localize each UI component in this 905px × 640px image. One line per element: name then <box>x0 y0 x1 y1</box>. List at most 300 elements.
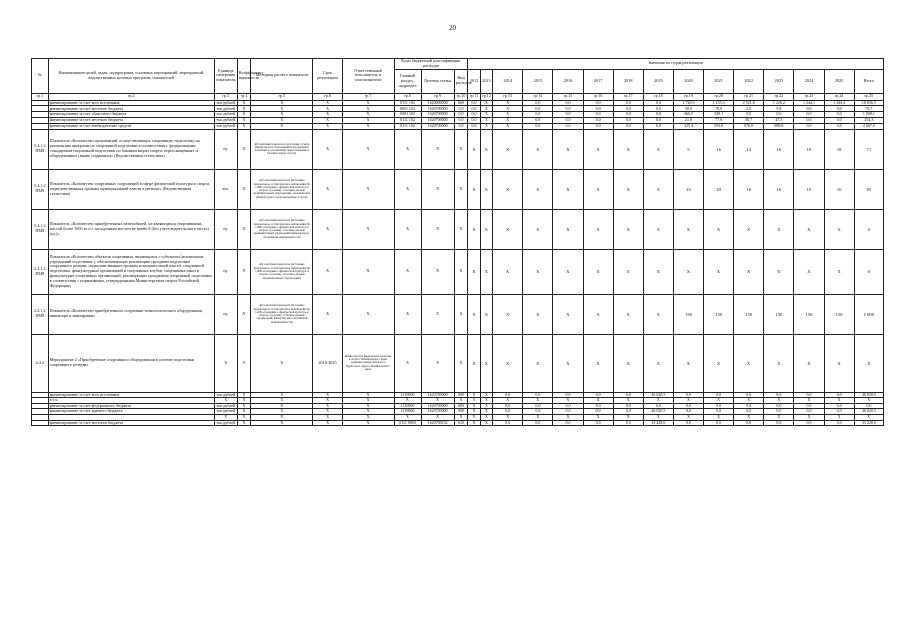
financing-value: 0,0 <box>583 392 613 398</box>
financing-value: Х <box>493 106 523 112</box>
indicator-value: 16 <box>704 129 734 169</box>
financing-method: Х <box>251 403 313 409</box>
indicator-cs: Х <box>421 294 454 334</box>
financing-value: 0,0 <box>493 392 523 398</box>
financing-value: 0,0 <box>794 403 824 409</box>
financing-value: 0,0 <box>794 118 824 124</box>
financing-value: 0,0 <box>794 392 824 398</box>
financing-name: финансирование за счет краевого бюджета <box>48 409 214 415</box>
financing-name: финансирование за счет областного бюджета <box>48 112 214 118</box>
indicator-unit: чел. <box>214 169 237 209</box>
financing-value: 2 067,0 <box>854 123 883 129</box>
measure-value: Х <box>583 334 613 392</box>
header-year: 2025 <box>824 69 854 93</box>
indicator-value: Х <box>480 249 492 294</box>
indicator-name: Показатель «Количество приобретенного спортивно-технологического оборудования, инвентаря и экипировки» <box>48 294 214 334</box>
indicator-cs: Х <box>421 169 454 209</box>
financing-cs: 1620700000 <box>421 118 454 124</box>
indicator-value: 0 <box>854 209 883 249</box>
measure-name: Мероприятие 2 «Приобретение спортивного оборудования в системе подготовки спортивного резерва» <box>48 334 214 392</box>
financing-term: Х <box>313 123 342 129</box>
financing-term: Х <box>313 420 342 426</box>
financing-value: Х <box>480 118 492 124</box>
financing-value: 0,0 <box>824 106 854 112</box>
indicator-value: Х <box>704 209 734 249</box>
indicator-value: Х <box>468 249 480 294</box>
indicator-resp: Х <box>342 249 394 294</box>
indicator-cs: Х <box>421 209 454 249</box>
header-year: 2023 <box>764 69 794 93</box>
financing-vr: 610 <box>454 420 468 426</box>
financing-value: 30,0 <box>673 106 703 112</box>
financing-vr: 0,0 <box>454 118 468 124</box>
financing-value: 0,0 <box>794 123 824 129</box>
financing-value: Х <box>480 415 492 421</box>
financing-value: 0,0 <box>764 420 794 426</box>
indicator-value: Х <box>613 169 643 209</box>
header-term: Срок реализации <box>313 59 342 94</box>
indicator-value: Х <box>553 169 583 209</box>
financing-value: 1 244,4 <box>824 100 854 106</box>
financing-value: 0,0 <box>704 392 734 398</box>
indicator-num: 2.4.1.2 ПМ8 <box>32 209 49 249</box>
financing-term: Х <box>313 403 342 409</box>
financing-value: 0,0 <box>643 112 673 118</box>
measure-value: Х <box>824 334 854 392</box>
financing-value: 0,0 <box>673 392 703 398</box>
financing-gr: Х <box>394 415 421 421</box>
measure-num: 2.4.2 <box>32 334 49 392</box>
financing-value: 2,0 <box>734 106 764 112</box>
financing-unit: тыс.рублей <box>216 122 236 128</box>
indicator-resp: Х <box>342 169 394 209</box>
financing-unit: тыс.рублей <box>216 117 236 123</box>
financing-resp: Х <box>342 392 394 398</box>
column-number: гр.9 <box>421 93 454 100</box>
indicator-value: Х <box>734 249 764 294</box>
financing-term: Х <box>313 392 342 398</box>
header-vr: Вид расходов <box>454 69 468 93</box>
financing-value: 0,0 <box>613 123 643 129</box>
indicator-value: Х <box>643 249 673 294</box>
indicator-value: 71 <box>854 129 883 169</box>
financing-unit: тыс.рублей <box>216 402 236 408</box>
financing-row <box>32 420 884 426</box>
financing-value: 77,6 <box>704 118 734 124</box>
financing-value: 0,0 <box>553 392 583 398</box>
indicator-value: 25 <box>673 169 703 209</box>
indicator-vr: Х <box>454 129 468 169</box>
indicator-method: Абсолютный показатель (источник: федеральное статистическое наблюдение № 1-ФК «Сведения о физической культуре и спорте» (годовая), отчетные данные муниципальных учреждений) <box>251 249 313 294</box>
financing-method: Х <box>251 106 313 112</box>
indicator-value: 10 <box>824 169 854 209</box>
financing-value: 0,0 <box>493 420 523 426</box>
indicator-name: Показатель «Количество спортивных сооружений в сфере физической культуры и спорта, подведомственных органам муниципальной власти в регионе» (Ведомственная статистика) <box>48 169 214 209</box>
indicator-value: Х <box>468 169 480 209</box>
column-number: гр.2 <box>48 93 214 100</box>
indicator-value: Х <box>553 209 583 249</box>
header-year: 2024 <box>794 69 824 93</box>
measure-value: Х <box>764 334 794 392</box>
financing-cs: 1620700000 <box>421 106 454 112</box>
financing-vr: 0,0 <box>454 112 468 118</box>
measure-value: Х <box>734 334 764 392</box>
financing-value: 0,0 <box>583 118 613 124</box>
financing-gr: 0111 102 <box>394 100 421 106</box>
indicator-value: Х <box>523 249 553 294</box>
indicator-value: Х <box>583 169 613 209</box>
financing-resp: Х <box>342 118 394 124</box>
financing-value: Х <box>468 409 480 415</box>
financing-value: 0,0 <box>523 392 553 398</box>
financing-value: 254,3 <box>854 118 883 124</box>
financing-value: Х <box>734 398 764 404</box>
column-number: гр.11 <box>469 93 479 99</box>
financing-coef: Х <box>237 420 251 426</box>
financing-value: Х <box>824 415 854 421</box>
financing-vr: 000 <box>454 392 468 398</box>
financing-value: Х <box>468 415 480 421</box>
financing-value: 0,0 <box>794 409 824 415</box>
financing-value: Х <box>523 415 553 421</box>
financing-value: Х <box>643 398 673 404</box>
indicator-value: 5 <box>673 129 703 169</box>
indicator-value: Х <box>643 129 673 169</box>
financing-value: 0,0 <box>643 106 673 112</box>
financing-gr: 0003 102 <box>394 112 421 118</box>
financing-value: 0,0 <box>583 106 613 112</box>
indicator-vr: Х <box>454 209 468 249</box>
measure-value: Х <box>613 334 643 392</box>
indicator-value: Х <box>764 249 794 294</box>
financing-value: 1 155,3 <box>704 100 734 106</box>
column-number: гр.25 <box>854 93 883 100</box>
financing-value: 0,0 <box>824 409 854 415</box>
indicator-value: Х <box>480 129 492 169</box>
financing-unit: Х <box>214 415 237 421</box>
financing-coef: Х <box>237 392 251 398</box>
indicator-resp: Х <box>342 129 394 169</box>
financing-value: Х <box>480 409 492 415</box>
header-year: 2021 <box>704 69 734 93</box>
financing-value: 47,3 <box>764 118 794 124</box>
indicator-value: Х <box>523 169 553 209</box>
financing-unit: тыс.рублей <box>216 99 236 105</box>
indicator-value: Х <box>493 129 523 169</box>
indicator-value: Х <box>493 249 523 294</box>
financing-value: 0,0 <box>613 106 643 112</box>
financing-value: Х <box>794 415 824 421</box>
indicator-value: Х <box>794 249 824 294</box>
indicator-value: 16 <box>764 169 794 209</box>
indicator-unit: ед. <box>214 129 237 169</box>
indicator-gr: Х <box>394 169 421 209</box>
indicator-vr: Х <box>454 294 468 334</box>
financing-value: 0,0 <box>583 100 613 106</box>
indicator-coef: Х <box>237 129 251 169</box>
indicator-name: Показатель «Количество организаций, осуществляющих спортивную подготовку на реализацию программ по спортивной подготовке в соответствии с федеральными стандартами спортивной подготовки по базовым видам спорта, переоснащённых и оборудованных (вновь созданных)» (Ведомственная статистика) <box>48 129 214 169</box>
financing-resp: Х <box>342 409 394 415</box>
financing-value: Х <box>493 123 523 129</box>
financing-unit: тыс.рублей <box>216 105 236 111</box>
financing-value: 0,0 <box>734 112 764 118</box>
column-number: гр.22 <box>764 93 794 100</box>
financing-term: Х <box>313 415 342 421</box>
indicator-value: 150 <box>673 294 703 334</box>
financing-value: 0,0 <box>523 106 553 112</box>
measure-value: Х <box>643 334 673 392</box>
indicator-value: 0 <box>854 249 883 294</box>
column-number: гр.6 <box>313 93 342 100</box>
financing-value: 0,0 <box>553 118 583 124</box>
financing-value: 0,0 <box>764 392 794 398</box>
indicator-value: Х <box>583 249 613 294</box>
financing-value: 0,0 <box>734 409 764 415</box>
column-number: гр.16 <box>583 93 613 100</box>
financing-unit: Х <box>214 398 237 404</box>
indicator-value: Х <box>468 129 480 169</box>
financing-value: 0,0 <box>613 112 643 118</box>
financing-resp: Х <box>342 100 394 106</box>
financing-unit: тыс.рублей <box>216 391 236 397</box>
financing-value: 325,4 <box>673 123 703 129</box>
financing-value: 349,1 <box>704 112 734 118</box>
indicator-value: 85 <box>854 169 883 209</box>
measure-value: Х <box>794 334 824 392</box>
measure-value: Х <box>468 334 480 392</box>
financing-term: Х <box>313 100 342 106</box>
financing-value: 30,7 <box>734 118 764 124</box>
financing-name: финансирование за счет всех источников <box>48 392 214 398</box>
measure-value: Х <box>673 334 703 392</box>
financing-method: Х <box>251 409 313 415</box>
financing-unit: тыс.рублей <box>216 408 236 414</box>
measure-value: Х <box>523 334 553 392</box>
financing-value: 0,0 <box>523 409 553 415</box>
financing-name: финансирование за счет всех источников <box>48 100 214 106</box>
measure-vr: Х <box>454 334 468 392</box>
indicator-value: 20 <box>704 169 734 209</box>
measure-coef: Х <box>237 334 251 392</box>
financing-value: Х <box>480 420 492 426</box>
financing-value: Х <box>824 398 854 404</box>
financing-term: Х <box>313 106 342 112</box>
indicator-value: Х <box>824 249 854 294</box>
financing-value: Х <box>854 415 883 421</box>
financing-value: 78,9 <box>704 106 734 112</box>
header-num: № <box>32 59 49 94</box>
financing-value: 0,0 <box>468 100 480 106</box>
indicator-value: 150 <box>794 294 824 334</box>
financing-term: Х <box>313 118 342 124</box>
financing-term: Х <box>313 112 342 118</box>
indicator-value: 150 <box>704 294 734 334</box>
financing-value: 0,0 <box>764 112 794 118</box>
financing-value: Х <box>468 403 480 409</box>
financing-value: 0,0 <box>704 420 734 426</box>
financing-cs: 1620700000 <box>421 403 454 409</box>
measure-term: 2016-2025 <box>313 334 342 392</box>
indicator-num: 2.4.1.2 ПМ8 <box>32 249 49 294</box>
indicator-term: Х <box>313 209 342 249</box>
measure-row <box>32 334 884 392</box>
financing-value: 0,0 <box>553 123 583 129</box>
financing-value: 0,0 <box>553 112 583 118</box>
financing-value: 0,0 <box>553 409 583 415</box>
column-number: гр.5 <box>251 93 313 100</box>
financing-coef: Х <box>237 106 251 112</box>
financing-method: Х <box>251 392 313 398</box>
measure-value: Х <box>854 334 883 392</box>
measure-value: Х <box>553 334 583 392</box>
financing-num <box>32 420 49 426</box>
financing-coef: Х <box>237 415 251 421</box>
financing-value: 0,0 <box>583 123 613 129</box>
column-number: гр.14 <box>523 93 553 100</box>
financing-value: 0,0 <box>613 392 643 398</box>
indicator-value: 14 <box>734 129 764 169</box>
indicator-unit: ед. <box>214 249 237 294</box>
financing-vr: 0,0 <box>454 106 468 112</box>
financing-value: Х <box>480 106 492 112</box>
financing-method: Х <box>251 112 313 118</box>
financing-value: Х <box>734 415 764 421</box>
financing-value: Х <box>468 392 480 398</box>
column-number: гр.24 <box>824 93 854 100</box>
financing-coef: Х <box>237 100 251 106</box>
indicator-value: 16 <box>794 129 824 169</box>
indicator-method: Абсолютный показатель (источник: федеральное статистическое наблюдение № 1-ФК «Сведения о физической культуре и спорте» (годовая), отчетные данные муниципальных учреждений физкультурно-спортивной направленности) <box>251 209 313 249</box>
indicator-value: Х <box>480 294 492 334</box>
indicator-coef: Х <box>237 169 251 209</box>
indicator-unit: ед. <box>214 209 237 249</box>
measure-value: Х <box>493 334 523 392</box>
financing-value: Х <box>764 415 794 421</box>
header-year: 2020 <box>673 69 703 93</box>
indicator-value: Х <box>673 249 703 294</box>
header-unit: Единица измерения показателя <box>214 59 237 94</box>
financing-value: 0,0 <box>734 420 764 426</box>
financing-value: 46 020,5 <box>643 392 673 398</box>
financing-value: 0,0 <box>523 403 553 409</box>
financing-vr: 0,0 <box>454 123 468 129</box>
financing-value: 0,0 <box>764 409 794 415</box>
header-row <box>32 59 884 70</box>
financing-value: 0,0 <box>553 420 583 426</box>
financing-cs: 1620700102 <box>421 420 454 426</box>
indicator-value: Х <box>583 129 613 169</box>
indicator-vr: Х <box>454 249 468 294</box>
indicator-name: Показатель «Количество объектов спортивных, являющихся с субъектом (исключение учреждений подготовки ), обеспечивающих реализацию программ подготовки спортивного резерва, подведомственных органам исполнительной власти, спортивной подготовки, физкультурных организаций и спортивных клубов, спортивных школ и физкультурно-спортивных организаций, реализующих программы спортивной подготовки, в соответствии с нормативами, утвержденными Министерством спорта Российской Федерации» <box>48 249 214 294</box>
financing-value: 0,0 <box>553 100 583 106</box>
indicator-term: Х <box>313 294 342 334</box>
financing-value: Х <box>583 398 613 404</box>
indicator-value: Х <box>824 209 854 249</box>
column-number: гр.13 <box>493 93 523 100</box>
financing-value: 0,0 <box>553 403 583 409</box>
financing-value: Х <box>493 398 523 404</box>
indicator-value: 18 <box>824 129 854 169</box>
financing-name: финансирование за счет местного бюджета <box>48 420 214 426</box>
financing-name: финансирование за счет местного бюджета <box>48 118 214 124</box>
header-year: 2017 <box>583 69 613 93</box>
financing-value: 46 020,5 <box>854 409 883 415</box>
financing-value: Х <box>480 123 492 129</box>
financing-coef: Х <box>237 409 251 415</box>
financing-value: Х <box>493 112 523 118</box>
indicator-gr: Х <box>394 249 421 294</box>
financing-value: 0,0 <box>523 123 553 129</box>
financing-resp: Х <box>342 123 394 129</box>
indicator-value: 10 <box>794 169 824 209</box>
indicator-value: Х <box>553 249 583 294</box>
financing-method: Х <box>251 123 313 129</box>
financing-vr: Х <box>454 398 468 404</box>
financing-value: 0,0 <box>704 409 734 415</box>
indicator-value: Х <box>523 209 553 249</box>
header-year: 2014 <box>493 69 523 93</box>
header-name: Наименование целей, задач, подпрограмм, основных мероприятий, мероприятий, ведомственных целевых программ, показателей <box>48 59 214 94</box>
financing-value: Х <box>794 398 824 404</box>
financing-value: 0,0 <box>643 123 673 129</box>
indicator-row <box>32 249 884 294</box>
financing-value: 10 836,5 <box>854 100 883 106</box>
financing-vr: Х <box>454 415 468 421</box>
financing-value: Х <box>673 398 703 404</box>
financing-value: 0,0 <box>468 106 480 112</box>
indicator-cs: Х <box>421 129 454 169</box>
financing-resp: Х <box>342 403 394 409</box>
indicator-value: Х <box>523 129 553 169</box>
financing-gr: 0111 102 <box>394 123 421 129</box>
header-budget-code: Коды бюджетной классификации расходов <box>394 59 468 70</box>
financing-resp: Х <box>342 415 394 421</box>
indicator-row <box>32 294 884 334</box>
indicator-value: Х <box>764 209 794 249</box>
financing-value: Х <box>583 415 613 421</box>
financing-value: 0,0 <box>824 112 854 118</box>
indicator-num: 2.4.1.2 ПМ8 <box>32 294 49 334</box>
indicator-value: Х <box>583 209 613 249</box>
financing-value: 0,0 <box>673 420 703 426</box>
financing-value: 0,0 <box>583 403 613 409</box>
column-number: гр.12 <box>482 93 491 99</box>
indicator-method: Абсолютный показатель (источник: отчеты Министерства образования и молодежной политики по реализации переоснащения в базовых видах спорта) <box>251 129 313 169</box>
financing-name: финансирование за счет федерального бюджета <box>48 403 214 409</box>
financing-value: Х <box>523 398 553 404</box>
header-year: 2013 <box>480 69 492 93</box>
financing-value: Х <box>493 100 523 106</box>
measure-unit: Х <box>214 334 237 392</box>
financing-resp: Х <box>342 398 394 404</box>
header-year: 2015 <box>523 69 553 93</box>
financing-value: Х <box>493 415 523 421</box>
column-number: гр.7 <box>342 93 394 100</box>
financing-resp: Х <box>342 106 394 112</box>
indicator-row <box>32 129 884 169</box>
header-year: 2012 <box>468 69 480 93</box>
financing-value: 1 720,5 <box>673 100 703 106</box>
financing-name: финансирование за счет местного бюджета <box>48 106 214 112</box>
financing-value: Х <box>764 398 794 404</box>
measure-gr: Х <box>394 334 421 392</box>
financing-value: 33 228,6 <box>854 420 883 426</box>
financing-value: Х <box>468 420 480 426</box>
indicator-gr: Х <box>394 209 421 249</box>
financing-value: 0,0 <box>643 118 673 124</box>
financing-cs: 1620700000 <box>421 392 454 398</box>
financing-value: 0,0 <box>583 112 613 118</box>
